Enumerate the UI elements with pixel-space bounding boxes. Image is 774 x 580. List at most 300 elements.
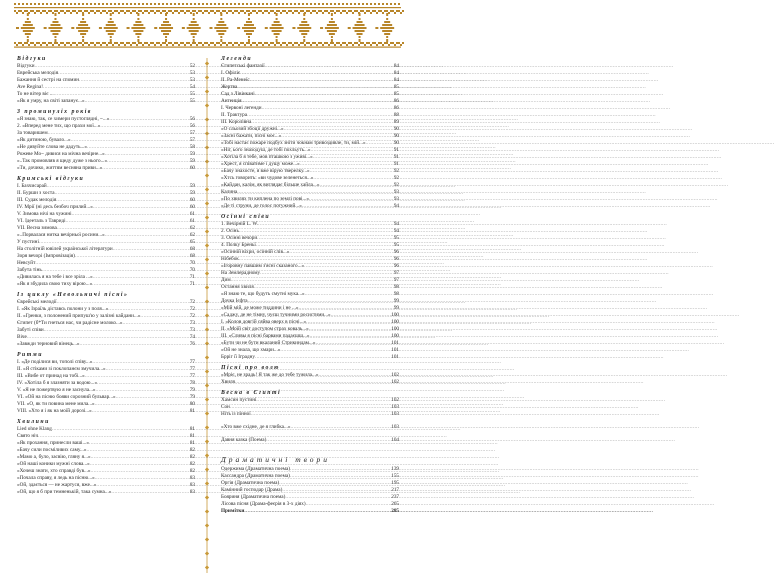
ornament-stitch [46, 44, 48, 46]
toc-entry[interactable] [17, 426, 195, 433]
ornament-stitch [86, 3, 88, 5]
ornament-stitch [206, 3, 208, 5]
ornament-stitch [82, 39, 84, 42]
toc-entry-title: Калина [221, 189, 238, 195]
ornament-stitch [204, 42, 206, 44]
toc-entry[interactable] [17, 158, 195, 165]
dot-leader [315, 340, 390, 347]
toc-entry[interactable] [221, 326, 399, 333]
ornament-stitch [102, 10, 104, 12]
dot-leader [247, 112, 393, 119]
toc-entry[interactable] [221, 473, 399, 480]
ornament-diamond [108, 33, 114, 35]
dot-leader [48, 130, 189, 137]
ornament-diamond [27, 18, 29, 20]
ornament-stitch [254, 42, 256, 44]
toc-entry-page: 96 [393, 256, 399, 262]
toc-entry[interactable] [17, 211, 195, 218]
ornament-stitch [382, 12, 384, 14]
ornament-stitch [240, 42, 242, 44]
toc-entry-page: 97 [393, 277, 399, 283]
toc-entry[interactable] [221, 140, 399, 147]
ornament-stitch [230, 10, 232, 12]
toc-entry[interactable] [17, 440, 195, 447]
ornament-stitch [340, 12, 342, 14]
ornament-stitch [346, 44, 348, 46]
ornament-stitch [165, 39, 167, 42]
ornament-stitch [96, 42, 98, 44]
ornament-diamond [82, 36, 84, 38]
ornament-stitch [27, 13, 29, 16]
dot-leader [313, 154, 393, 161]
toc-entry[interactable] [221, 161, 399, 168]
ornament-stitch [248, 42, 250, 44]
ornament-stitch [392, 10, 394, 12]
toc-entry[interactable] [17, 334, 195, 341]
ornament-stitch [86, 10, 88, 12]
toc-entry[interactable] [221, 63, 399, 70]
toc-entry[interactable] [221, 437, 399, 444]
toc-entry[interactable] [221, 347, 399, 354]
toc-entry[interactable] [17, 123, 195, 130]
toc-entry[interactable] [17, 84, 195, 91]
ornament-stitch [306, 42, 308, 44]
toc-entry[interactable] [17, 130, 195, 137]
ornament-stitch [116, 10, 118, 12]
ornament-diamond [135, 21, 141, 23]
dot-leader [56, 197, 189, 204]
ornament-diamond [272, 24, 282, 26]
divider-diamond [205, 551, 209, 555]
ornament-stitch [26, 10, 28, 12]
ornament-stitch [118, 3, 120, 5]
ornament-stitch [154, 3, 156, 5]
toc-entry[interactable] [17, 274, 195, 281]
dot-leader [244, 508, 390, 515]
ornament-diamond [297, 27, 311, 29]
toc-entry-title: Сон [221, 404, 230, 410]
toc-entry[interactable] [221, 203, 399, 210]
ornament-stitch [78, 42, 80, 44]
toc-entry[interactable] [221, 189, 399, 196]
toc-entry[interactable] [17, 454, 195, 461]
toc-entry[interactable] [17, 218, 195, 225]
dot-leader [304, 263, 393, 270]
toc-entry[interactable] [221, 154, 399, 161]
ornament-stitch [220, 13, 222, 16]
toc-entry[interactable] [17, 380, 195, 387]
toc-entry[interactable] [17, 183, 195, 190]
toc-entry-page: 217 [391, 487, 399, 493]
ornament-stitch [252, 10, 254, 12]
toc-entry[interactable] [17, 468, 195, 475]
toc-entry[interactable] [221, 112, 399, 119]
toc-entry[interactable] [221, 147, 399, 154]
toc-entry[interactable] [221, 70, 399, 77]
ornament-stitch [286, 12, 288, 14]
ornament-stitch [202, 3, 204, 5]
ornament-stitch [268, 44, 270, 46]
toc-entry[interactable] [17, 77, 195, 84]
toc-entry[interactable] [17, 401, 195, 408]
ornament-stitch [16, 44, 18, 46]
toc-entry-page: 99 [393, 298, 399, 304]
ornament-stitch [330, 10, 332, 12]
toc-entry-page: 155 [391, 473, 399, 479]
toc-entry[interactable] [221, 256, 399, 263]
dot-leader [248, 298, 393, 305]
ornament-stitch [128, 42, 130, 44]
toc-entry-title: 3. Осінні вечори [221, 235, 258, 241]
toc-entry-title: Єврейські мелодії [17, 299, 57, 305]
ornament-stitch [42, 10, 44, 12]
toc-entry-page: 77 [189, 373, 195, 379]
ornament-stitch [138, 3, 140, 5]
ornament-stitch [240, 10, 242, 12]
ornament-stitch [146, 42, 148, 44]
ornament-stitch [372, 42, 374, 44]
toc-entry[interactable] [221, 126, 399, 133]
toc-entry-page: 97 [393, 270, 399, 276]
ornament-stitch [132, 10, 134, 12]
toc-entry[interactable] [221, 494, 399, 501]
ornament-stitch [178, 44, 180, 46]
toc-entry[interactable] [221, 133, 399, 140]
ornament-stitch [156, 42, 158, 44]
toc-entry[interactable] [17, 433, 195, 440]
toc-entry-page: 80 [189, 401, 195, 407]
ornament-diamond [189, 24, 199, 26]
toc-entry[interactable] [17, 341, 195, 348]
ornament-stitch [62, 3, 64, 5]
toc-entry[interactable] [17, 281, 195, 288]
toc-entry[interactable] [221, 411, 399, 418]
toc-entry[interactable] [17, 387, 195, 394]
toc-entry[interactable] [17, 267, 195, 274]
ornament-stitch [312, 42, 314, 44]
toc-entry[interactable] [17, 373, 195, 380]
ornament-stitch [322, 12, 324, 14]
toc-entry[interactable] [221, 277, 399, 284]
ornament-stitch [354, 10, 356, 12]
toc-entry[interactable] [17, 197, 195, 204]
toc-entry[interactable] [221, 508, 399, 515]
toc-entry[interactable] [17, 70, 195, 77]
ornament-stitch [246, 10, 248, 12]
toc-entry[interactable] [17, 475, 195, 482]
toc-entry[interactable] [221, 98, 399, 105]
toc-entry[interactable] [221, 168, 399, 175]
toc-entry[interactable] [17, 151, 195, 158]
ornament-diamond [384, 21, 390, 23]
ornament-stitch [166, 3, 168, 5]
dot-leader [75, 253, 189, 260]
ornament-stitch [356, 10, 358, 12]
ornament-stitch [180, 10, 182, 12]
toc-entry[interactable] [221, 105, 399, 112]
toc-entry[interactable] [17, 144, 195, 151]
toc-entry[interactable] [17, 366, 195, 373]
toc-entry[interactable] [221, 501, 399, 508]
toc-entry[interactable] [17, 225, 195, 232]
ornament-stitch [402, 42, 404, 44]
section-title: Ритми [17, 352, 43, 358]
ornament-stitch [294, 42, 296, 44]
ornament-stitch [152, 42, 154, 44]
dot-leader [27, 334, 189, 341]
toc-entry-title: 4. Полку Бреньї [221, 242, 256, 248]
ornament-stitch [238, 12, 240, 14]
ornament-diamond [274, 21, 280, 23]
dot-leader [140, 313, 188, 320]
toc-entry[interactable] [221, 291, 399, 298]
ornament-stitch [236, 10, 238, 12]
toc-entry[interactable] [221, 333, 399, 340]
toc-entry-page: 82 [189, 468, 195, 474]
toc-entry[interactable] [221, 487, 399, 494]
toc-entry[interactable] [17, 327, 195, 334]
ornament-stitch [58, 3, 60, 5]
toc-entry[interactable] [221, 228, 399, 235]
ornament-diamond [329, 33, 335, 35]
toc-entry[interactable] [17, 165, 195, 172]
ornament-stitch [314, 42, 316, 44]
ornament-stitch [26, 42, 28, 44]
toc-entry[interactable] [221, 305, 399, 312]
toc-entry[interactable] [221, 182, 399, 189]
toc-entry[interactable] [17, 260, 195, 267]
ornament-stitch [256, 12, 258, 14]
toc-entry[interactable] [221, 270, 399, 277]
ornament-stitch [137, 13, 139, 16]
toc-entry[interactable] [17, 232, 195, 239]
toc-entry[interactable] [17, 320, 195, 327]
ornament-stitch [250, 3, 252, 5]
dot-leader [93, 274, 189, 281]
ornament-stitch [258, 42, 260, 44]
toc-entry[interactable] [221, 249, 399, 256]
toc-entry[interactable] [221, 284, 399, 291]
toc-entry[interactable] [17, 306, 195, 313]
toc-entry[interactable] [221, 242, 399, 249]
ornament-diamond [133, 24, 143, 26]
toc-entry[interactable] [17, 246, 195, 253]
toc-entry[interactable] [17, 299, 195, 306]
toc-entry[interactable] [17, 253, 195, 260]
ornament-stitch [332, 10, 334, 12]
toc-entry[interactable] [17, 359, 195, 366]
dot-leader [309, 326, 390, 333]
ornament-stitch [126, 10, 128, 12]
ornament-stitch [330, 42, 332, 44]
ornament-stitch [252, 42, 254, 44]
toc-entry[interactable] [17, 63, 195, 70]
toc-entry[interactable] [221, 397, 399, 404]
toc-entry[interactable] [221, 119, 399, 126]
ornament-stitch [66, 10, 68, 12]
section-title: Кримські відгуки [17, 176, 85, 182]
ornament-stitch [230, 3, 232, 5]
ornament-stitch [318, 10, 320, 12]
ornament-stitch [30, 42, 32, 44]
dot-leader [265, 63, 393, 70]
toc-entry-title: «Ой, що я б при темненькій, така сумна...» [17, 489, 112, 495]
ornament-stitch [292, 44, 294, 46]
toc-entry[interactable] [17, 408, 195, 415]
ornament-stitch [130, 3, 132, 5]
dot-leader [93, 204, 189, 211]
ornament-diamond [327, 24, 337, 26]
toc-entry[interactable] [221, 404, 399, 411]
ornament-stitch [276, 39, 278, 42]
toc-entry[interactable] [221, 221, 399, 228]
ornament-stitch [290, 42, 292, 44]
ornament-diamond [329, 21, 335, 23]
ornament-stitch [362, 42, 364, 44]
ornament-stitch [386, 42, 388, 44]
toc-entry[interactable] [17, 137, 195, 144]
dot-leader [306, 501, 391, 508]
toc-entry-title: То не вітер віє ... [17, 91, 54, 97]
toc-entry[interactable] [221, 379, 399, 386]
toc-entry-page: 84 [393, 70, 399, 76]
ornament-stitch [50, 10, 52, 12]
toc-entry[interactable] [221, 84, 399, 91]
dot-leader [54, 91, 189, 98]
toc-entry-page: 62 [189, 232, 195, 238]
ornament-stitch [18, 3, 20, 5]
ornament-stitch [375, 27, 378, 29]
dot-leader [306, 319, 390, 326]
dot-leader [290, 473, 390, 480]
ornament-stitch [48, 42, 50, 44]
ornament-stitch [198, 3, 200, 5]
toc-entry[interactable] [221, 77, 399, 84]
ornament-stitch [378, 10, 380, 12]
ornament-stitch [294, 10, 296, 12]
ornament-stitch [30, 10, 32, 12]
ornament-stitch [110, 39, 112, 42]
toc-entry[interactable] [221, 298, 399, 305]
ornament-diamond [78, 30, 88, 32]
toc-entry[interactable] [221, 466, 399, 473]
ornament-stitch [104, 42, 106, 44]
ornament-stitch [258, 3, 260, 5]
toc-entry-page: 88 [393, 112, 399, 118]
toc-entry[interactable] [17, 190, 195, 197]
toc-entry[interactable] [17, 239, 195, 246]
ornament-stitch [18, 42, 20, 44]
toc-entry[interactable] [221, 354, 399, 361]
dot-leader [257, 235, 393, 242]
toc-entry-title: Дочка Ієфта [221, 298, 248, 304]
toc-entry[interactable] [221, 175, 399, 182]
ornament-stitch [16, 12, 18, 14]
toc-entry[interactable] [17, 447, 195, 454]
toc-entry[interactable] [17, 116, 195, 123]
ornament-stitch [276, 10, 278, 12]
toc-entry-title: VІІ. «О, як ти повина мене мила...» [17, 401, 95, 407]
toc-entry-page: 86 [393, 98, 399, 104]
ornament-stitch [84, 10, 86, 12]
ornament-diamond [106, 24, 116, 26]
toc-entry[interactable] [17, 489, 195, 496]
toc-entry[interactable] [17, 313, 195, 320]
toc-entry-title: Одержима (Драматична поема) [221, 466, 291, 472]
toc-entry[interactable] [17, 482, 195, 489]
toc-entry[interactable] [17, 98, 195, 105]
toc-entry-title: «Хочеш знати, хто справді був...» [17, 468, 91, 474]
toc-entry[interactable] [221, 424, 399, 431]
toc-entry-page: 83 [189, 489, 195, 495]
toc-entry[interactable] [17, 394, 195, 401]
ornament-stitch [314, 10, 316, 12]
ornament-stitch [34, 44, 36, 46]
ornament-stitch [302, 3, 304, 5]
toc-entry[interactable] [221, 196, 399, 203]
toc-entry[interactable] [221, 91, 399, 98]
toc-entry[interactable] [221, 263, 399, 270]
ornament-stitch [296, 10, 298, 12]
dot-leader [282, 487, 390, 494]
toc-entry-page: 59 [189, 151, 195, 157]
ornament-stitch [104, 10, 106, 12]
section-title: З проминуліх років [17, 109, 92, 115]
dot-leader [66, 218, 189, 225]
dot-leader [305, 291, 393, 298]
toc-entry-page: 56 [189, 123, 195, 129]
toc-entry[interactable] [17, 204, 195, 211]
ornament-stitch [62, 10, 64, 12]
dot-leader [289, 249, 392, 256]
ornament-stitch [170, 42, 172, 44]
ornament-stitch [186, 10, 188, 12]
section-title: Весна в Єгипті [221, 390, 282, 396]
ornament-diamond [193, 36, 195, 38]
toc-entry[interactable] [221, 319, 399, 326]
toc-entry[interactable] [221, 235, 399, 242]
dot-leader [113, 246, 189, 253]
toc-entry[interactable] [221, 312, 399, 319]
toc-entry-title: ІV. «Хотіла б я злазняти за водою...» [17, 380, 98, 386]
toc-entry[interactable] [17, 461, 195, 468]
ornament-diamond [163, 21, 169, 23]
ornament-stitch [280, 12, 282, 14]
ornament-stitch [110, 10, 112, 12]
ornament-stitch [80, 10, 82, 12]
toc-entry[interactable] [17, 91, 195, 98]
toc-entry[interactable] [221, 340, 399, 347]
ornament-diamond [110, 18, 112, 20]
ornament-stitch [62, 42, 64, 44]
toc-right-column [221, 55, 399, 515]
ornament-diamond [276, 18, 278, 20]
toc-entry-title: Примітки [221, 508, 245, 514]
toc-entry-page: 77 [189, 359, 195, 365]
ornament-stitch [90, 10, 92, 12]
ornament-stitch [110, 3, 112, 5]
toc-entry[interactable] [221, 480, 399, 487]
dot-leader [38, 433, 189, 440]
divider-diamond [205, 495, 209, 499]
toc-entry-page: 100 [391, 326, 399, 332]
dot-leader [85, 373, 189, 380]
toc-entry-page: 101 [391, 340, 399, 346]
toc-entry-page: 92 [393, 182, 399, 188]
toc-entry-title: Єгипет (б*Ти гнеться нас, чи радісне молоко...» [17, 320, 123, 326]
toc-entry[interactable] [221, 372, 399, 379]
ornament-stitch [270, 42, 272, 44]
